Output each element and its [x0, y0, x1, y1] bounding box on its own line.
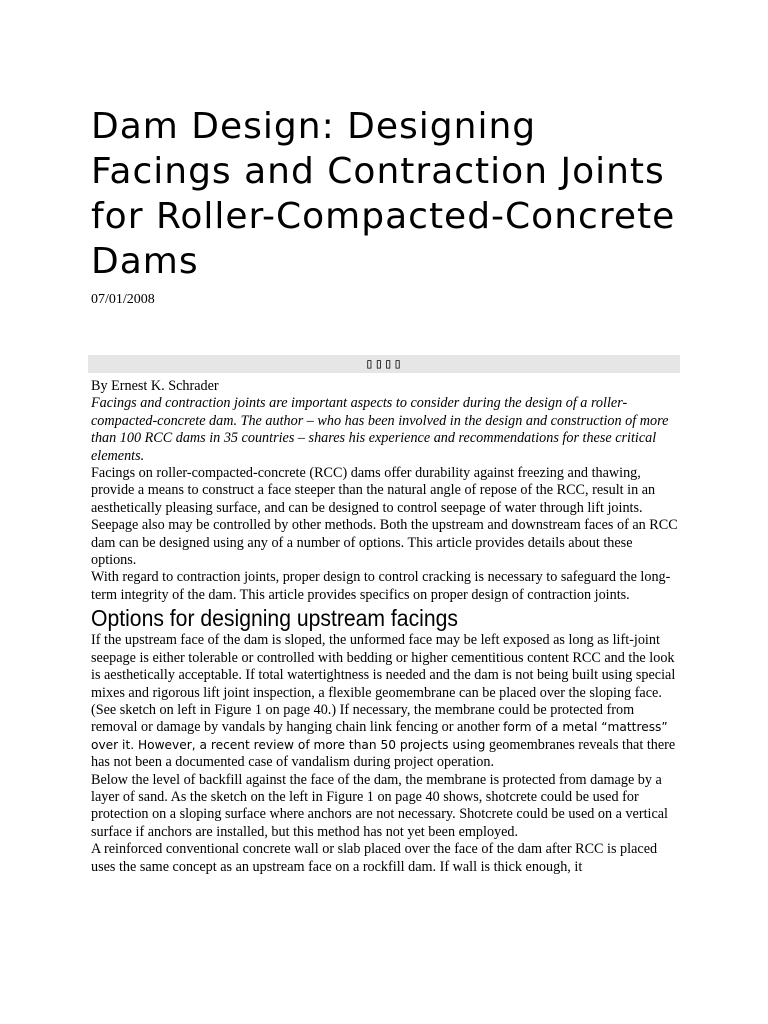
- paragraph-text: geomembranes reveals that there has not been a documented case of vandalism during project operation.: [91, 736, 676, 771]
- article-lede: Facings and contraction joints are important aspects to consider during the design of a roller-compacted-concrete dam. The author – who has been involved in the design and construction of more than 100 RCC dams in 35 countries – shares his experience and recommendations for these critical elements.: [91, 395, 669, 464]
- article-title: Dam Design: Designing Facings and Contraction Joints for Roller-Compacted-Concrete Dams: [91, 106, 676, 282]
- paragraph-text-alt-font: form of a metal “mattress” over it. However, a recent review of more than 50 projects using: [91, 720, 668, 752]
- share-toolbar[interactable]: ▯▯▯▯: [88, 355, 680, 373]
- byline: By Ernest K. Schrader: [91, 378, 219, 394]
- section-heading: Options for designing upstream facings: [91, 605, 458, 632]
- paragraph-text: If the upstream face of the dam is sloped, the unformed face may be left exposed as long as lift-joint seepage is either tolerable or controlled with bedding or higher cementitious content RCC and the look is aesthetically acceptable. If total watertightness is needed and the dam is not being built using special mixes and rigorous lift joint inspection, a flexible geomembrane can be placed over the sloping face. (See sketch on left in Figure 1 on page 40.) If necessary, the membrane could be protected from removal or damage by vandals by hanging chain link fencing or another: [91, 632, 676, 736]
- paragraph: [91, 632, 681, 771]
- article-date: 07/01/2008: [91, 292, 155, 307]
- paragraph: Below the level of backfill against the face of the dam, the membrane is protected from damage by a layer of sand. As the sketch on the left in Figure 1 on page 40 shows, shotcrete could be used for protection on a sloping surface where anchors are not necessary. Shotcrete could be used on a vertical surface if anchors are installed, but this method has not yet been employed.: [91, 771, 668, 840]
- article-body: [91, 378, 681, 876]
- paragraph: With regard to contraction joints, proper design to control cracking is necessary to safeguard the long-term integrity of the dam. This article provides specifics on proper design of contraction joints.: [91, 569, 671, 603]
- paragraph: Facings on roller-compacted-concrete (RCC) dams offer durability against freezing and thawing, provide a means to construct a face steeper than the natural angle of repose of the RCC, result in an aesthetically pleasing surface, and can be designed to control seepage of water through lift joints. Seepage also may be controlled by other methods. Both the upstream and downstream faces of an RCC dam can be designed using any of a number of options. This article provides details about these options.: [91, 465, 678, 569]
- paragraph: A reinforced conventional concrete wall or slab placed over the face of the dam after RCC is placed uses the same concept as an upstream face on a rockfill dam. If wall is thick enough, it: [91, 841, 658, 875]
